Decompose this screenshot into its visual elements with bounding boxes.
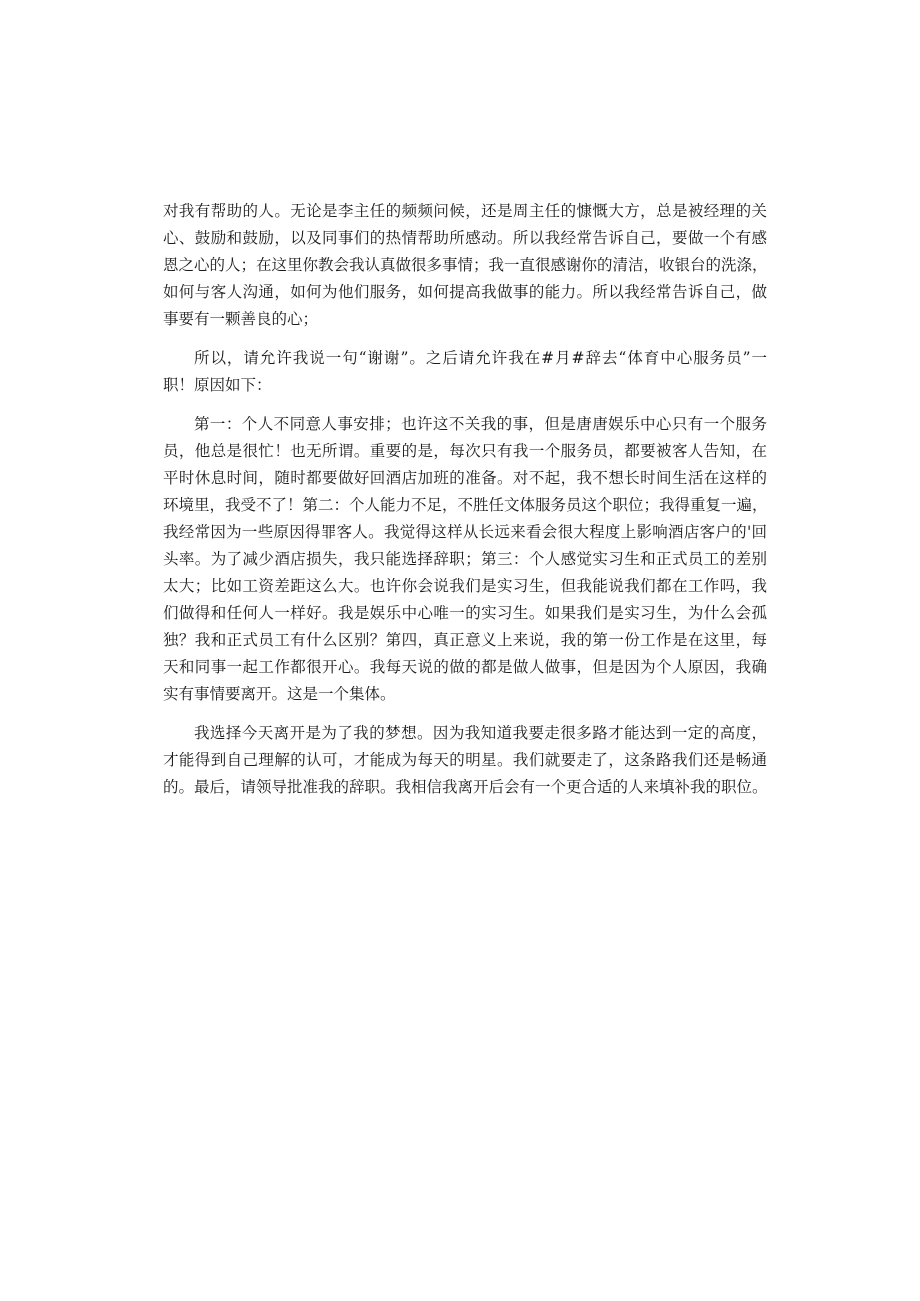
- text-line: 职！原因如下：: [163, 376, 272, 394]
- paragraph-spacer: [163, 708, 767, 720]
- text-line: 第一：个人不同意人事安排；也许这不关我的事，但是唐唐娱乐中心只有一个服务: [194, 415, 767, 433]
- paragraph: [163, 411, 767, 708]
- paragraph-spacer: [163, 333, 767, 345]
- text-line: 恩之心的人；在这里你教会我认真做很多事情；我一直很感谢你的清洁，收银台的洗涤，: [163, 256, 768, 274]
- text-line: 天和同事一起工作都很开心。我每天说的做的都是做人做事，但是因为个人原因，我确: [163, 658, 767, 676]
- text-line: 事要有一颗善良的心；: [163, 310, 319, 328]
- paragraph: [163, 198, 767, 333]
- text-line: 实有事情要离开。这是一个集体。: [163, 685, 396, 703]
- paragraph-spacer: [163, 399, 767, 411]
- text-line: 们做得和任何人一样好。我是娱乐中心唯一的实习生。如果我们是实习生，为什么会孤: [163, 604, 767, 622]
- text-line: 我选择今天离开是为了我的梦想。因为我知道我要走很多路才能达到一定的高度，: [194, 724, 767, 742]
- paragraph: [163, 345, 767, 399]
- text-line: 我经常因为一些原因得罪客人。我觉得这样从长远来看会很大程度上影响酒店客户的'回: [163, 523, 767, 541]
- text-line: 心、鼓励和鼓励，以及同事们的热情帮助所感动。所以我经常告诉自己，要做一个有感: [163, 229, 767, 247]
- text-line: 对我有帮助的人。无论是李主任的频频问候，还是周主任的慷慨大方，总是被经理的关: [163, 202, 767, 220]
- paragraph: [163, 720, 767, 801]
- text-line: 所以，请允许我说一句“谢谢”。之后请允许我在#月#辞去“体育中心服务员”一: [194, 349, 767, 367]
- text-line: 太大；比如工资差距这么大。也许你会说我们是实习生，但我能说我们都在工作吗，我: [163, 577, 767, 595]
- text-line: 如何与客人沟通，如何为他们服务，如何提高我做事的能力。所以我经常告诉自己，做: [163, 283, 767, 301]
- text-line: 员，他总是很忙！也无所谓。重要的是，每次只有我一个服务员，都要被客人告知，在: [163, 442, 767, 460]
- text-line: 头率。为了减少酒店损失，我只能选择辞职；第三：个人感觉实习生和正式员工的差别: [163, 550, 767, 568]
- text-line: 的。最后，请领导批准我的辞职。我相信我离开后会有一个更合适的人来填补我的职位。: [163, 778, 768, 796]
- text-line: 独？我和正式员工有什么区别？第四，真正意义上来说，我的第一份工作是在这里，每: [163, 631, 767, 649]
- text-line: 才能得到自己理解的认可，才能成为每天的明星。我们就要走了，这条路我们还是畅通: [163, 751, 767, 769]
- text-line: 环境里，我受不了！第二：个人能力不足，不胜任文体服务员这个职位；我得重复一遍，: [163, 496, 768, 514]
- document-body: [163, 198, 767, 801]
- text-line: 平时休息时间，随时都要做好回酒店加班的准备。对不起，我不想长时间生活在这样的: [163, 469, 767, 487]
